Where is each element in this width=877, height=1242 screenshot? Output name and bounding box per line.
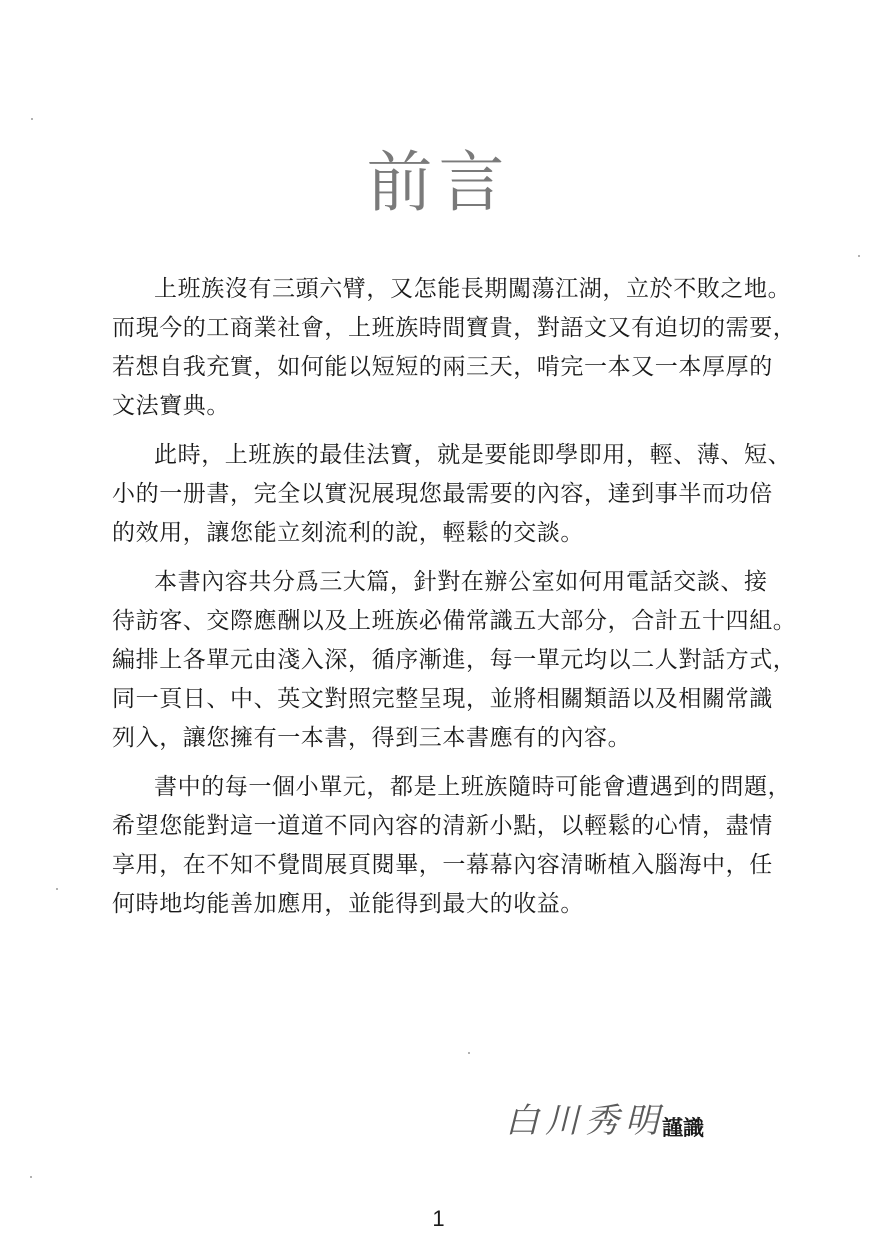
text-line: 的效用，讓您能立刻流利的說，輕鬆的交談。 — [112, 520, 584, 546]
text-line: 何時地均能善加應用，並能得到最大的收益。 — [112, 891, 584, 917]
text-line: 書中的每一個小單元，都是上班族隨時可能會遭遇到的問題， — [154, 774, 792, 800]
scan-speck — [31, 118, 33, 120]
text-line: 希望您能對這一道道不同內容的清新小點，以輕鬆的心情，盡情 — [112, 813, 773, 839]
page-number: 1 — [432, 1206, 445, 1231]
page-title: 前言 — [366, 144, 511, 221]
text-line: 編排上各單元由淺入深，循序漸進，每一單元均以二人對話方式， — [112, 647, 797, 673]
text-line: 此時，上班族的最佳法寶，就是要能即學即用，輕、薄、短、 — [154, 442, 792, 468]
scan-speck — [468, 1052, 470, 1054]
preface-body — [112, 270, 797, 924]
text-line: 列入，讓您擁有一本書，得到三本書應有的內容。 — [112, 725, 632, 751]
text-line: 本書內容共分爲三大篇，針對在辦公室如何用電話交談、接 — [154, 569, 768, 595]
text-line: 待訪客、交際應酬以及上班族必備常識五大部分，合計五十四組。 — [112, 608, 797, 634]
text-line: 文法寶典。 — [112, 393, 230, 419]
signature-suffix: 謹識 — [662, 1116, 704, 1140]
text-line: 若想自我充實，如何能以短短的兩三天，啃完一本又一本厚厚的 — [112, 354, 773, 380]
scan-speck — [30, 1176, 32, 1178]
text-line: 小的一册書，完全以實況展現您最需要的內容，達到事半而功倍 — [112, 481, 773, 507]
scan-speck — [56, 888, 58, 890]
text-line: 享用，在不知不覺間展頁閱畢，一幕幕內容清晰植入腦海中，任 — [112, 852, 773, 878]
scan-speck — [858, 255, 860, 257]
paragraph — [112, 768, 792, 924]
paragraph — [112, 563, 797, 758]
text-line: 而現今的工商業社會，上班族時間寶貴，對語文又有迫切的需要， — [112, 315, 797, 341]
paragraph — [112, 270, 797, 426]
paragraph — [112, 436, 792, 553]
handwritten-signature: 白川秀明 — [505, 1101, 665, 1141]
text-line: 上班族沒有三頭六臂，又怎能長期闖蕩江湖，立於不敗之地。 — [154, 276, 792, 302]
text-line: 同一頁日、中、英文對照完整呈現，並將相關類語以及相關常識 — [112, 686, 773, 712]
